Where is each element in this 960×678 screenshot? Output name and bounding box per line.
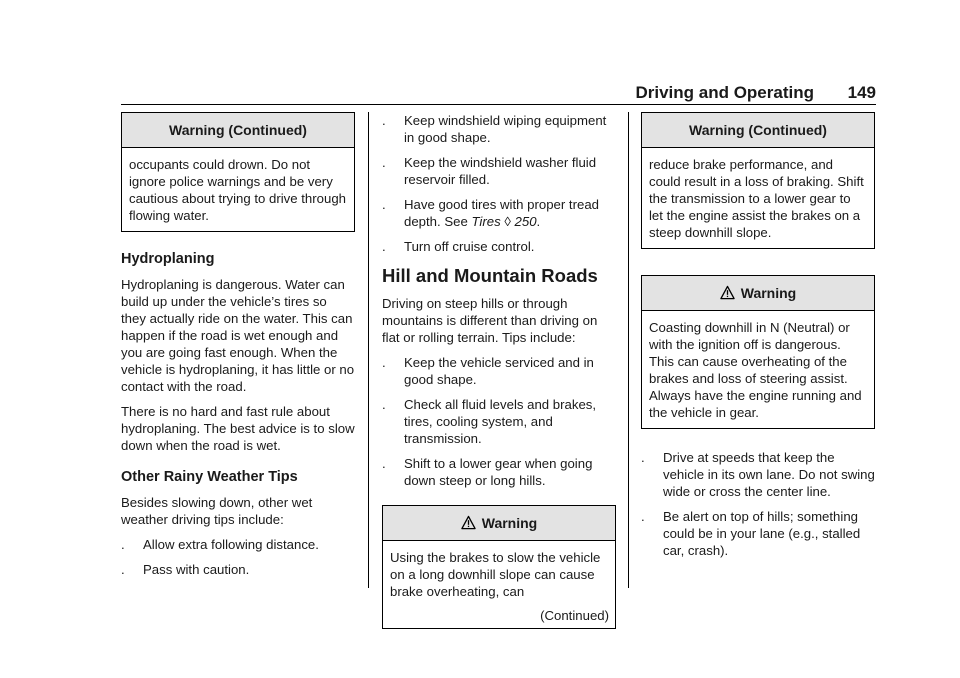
list-item bbox=[382, 196, 616, 230]
list-item-text: Keep the vehicle serviced and in good shape. bbox=[404, 355, 594, 387]
bullet-mark: . bbox=[121, 537, 125, 552]
warning-header bbox=[642, 276, 874, 311]
bullet-mark: . bbox=[382, 113, 386, 128]
warning-body bbox=[642, 148, 874, 248]
paragraph: Hydroplaning is dangerous. Water can build up under the vehicle’s tires so they actually ride on the water. This can happen if the road is wet enough and you are going fast enough. When the vehicle is hydroplaning, it has little or no contact with the road. bbox=[121, 277, 355, 394]
list-item-text: Drive at speeds that keep the vehicle in its own lane. Do not swing wide or cross the center line. bbox=[663, 450, 875, 499]
paragraph: Besides slowing down, other wet weather driving tips include: bbox=[121, 495, 313, 527]
paragraph: There is no hard and fast rule about hydroplaning. The best advice is to slow down when the road is wet. bbox=[121, 404, 355, 453]
header-rule bbox=[121, 104, 876, 105]
warning-box bbox=[382, 505, 616, 629]
heading-hill-roads: Hill and Mountain Roads bbox=[382, 265, 598, 286]
warning-title: Warning bbox=[481, 515, 538, 531]
column-divider bbox=[628, 112, 629, 588]
list-item-text: Shift to a lower gear when going down steep or long hills. bbox=[404, 456, 593, 488]
bullet-mark: . bbox=[121, 562, 125, 577]
tires-page[interactable]: 250 bbox=[514, 214, 537, 229]
tires-link[interactable]: Tires bbox=[471, 214, 501, 229]
list-item-text: Check all fluid levels and brakes, tires, cooling system, and transmission. bbox=[404, 397, 597, 446]
warning-box-continued bbox=[641, 112, 875, 249]
heading-rainy-tips: Other Rainy Weather Tips bbox=[121, 469, 298, 485]
punctuation: . bbox=[536, 214, 541, 229]
warning-header bbox=[383, 506, 615, 541]
warning-text: occupants could drown. Do not ignore police warnings and be very cautious about trying to drive through flowing water. bbox=[129, 157, 346, 223]
list-item bbox=[121, 561, 355, 578]
column-3 bbox=[641, 112, 875, 567]
list-item-text: Allow extra following distance. bbox=[143, 537, 319, 552]
bullet-mark: . bbox=[382, 397, 386, 412]
column-2 bbox=[382, 112, 616, 641]
list-item bbox=[121, 536, 355, 553]
warning-text: Coasting downhill in N (Neutral) or with the ignition off is dangerous. This can cause overheating of the brakes and loss of steering assist. Always have the engine running and the vehicle in gear. bbox=[649, 320, 862, 420]
bullet-mark: . bbox=[382, 239, 386, 254]
warning-body bbox=[383, 541, 615, 607]
warning-box bbox=[641, 275, 875, 429]
bullet-mark: . bbox=[382, 456, 386, 471]
list-item-text: Keep windshield wiping equipment in good shape. bbox=[404, 113, 607, 145]
continued-label: (Continued) bbox=[540, 608, 609, 623]
warning-title: Warning (Continued) bbox=[642, 113, 874, 148]
warning-title: Warning bbox=[740, 285, 797, 301]
warning-body bbox=[122, 148, 354, 231]
warning-title: Warning (Continued) bbox=[122, 113, 354, 148]
paragraph: Driving on steep hills or through mountains is different than driving on flat or rolling terrain. Tips include: bbox=[382, 296, 598, 345]
list-item-text: Be alert on top of hills; something could be in your lane (e.g., stalled car, crash). bbox=[663, 509, 861, 558]
page-header bbox=[121, 82, 876, 104]
list-item bbox=[641, 449, 875, 500]
section-title: Driving and Operating bbox=[635, 83, 814, 102]
page-number: 149 bbox=[847, 83, 876, 102]
list-item-text: Turn off cruise control. bbox=[404, 239, 535, 254]
list-item-text: Keep the windshield washer fluid reservoir filled. bbox=[404, 155, 597, 187]
bullet-mark: . bbox=[382, 155, 386, 170]
list-item-text: Pass with caution. bbox=[143, 562, 250, 577]
column-1 bbox=[121, 112, 355, 586]
warning-box-continued bbox=[121, 112, 355, 232]
list-item-text: Have good tires with proper tread depth. See bbox=[404, 197, 599, 229]
bullet-mark: . bbox=[382, 197, 386, 212]
column-divider bbox=[368, 112, 369, 588]
list-item bbox=[382, 354, 616, 388]
list-item bbox=[382, 112, 616, 146]
warning-text: reduce brake performance, and could result in a loss of braking. Shift the transmission to a lower gear to let the engine assist the brakes on a steep downhill slope. bbox=[649, 157, 864, 240]
warning-icon bbox=[461, 515, 476, 530]
list-item bbox=[382, 396, 616, 447]
bullet-mark: . bbox=[382, 355, 386, 370]
warning-body bbox=[642, 311, 874, 428]
list-item bbox=[382, 238, 616, 255]
bullet-mark: . bbox=[641, 509, 645, 524]
warning-text: Using the brakes to slow the vehicle on a long downhill slope can cause brake overheating, can bbox=[390, 550, 601, 599]
list-item bbox=[641, 508, 875, 559]
list-item bbox=[382, 455, 616, 489]
warning-icon bbox=[720, 285, 735, 300]
list-item bbox=[382, 154, 616, 188]
heading-hydroplaning: Hydroplaning bbox=[121, 251, 215, 267]
page-ref-icon: ◊ bbox=[500, 214, 515, 229]
bullet-mark: . bbox=[641, 450, 645, 465]
